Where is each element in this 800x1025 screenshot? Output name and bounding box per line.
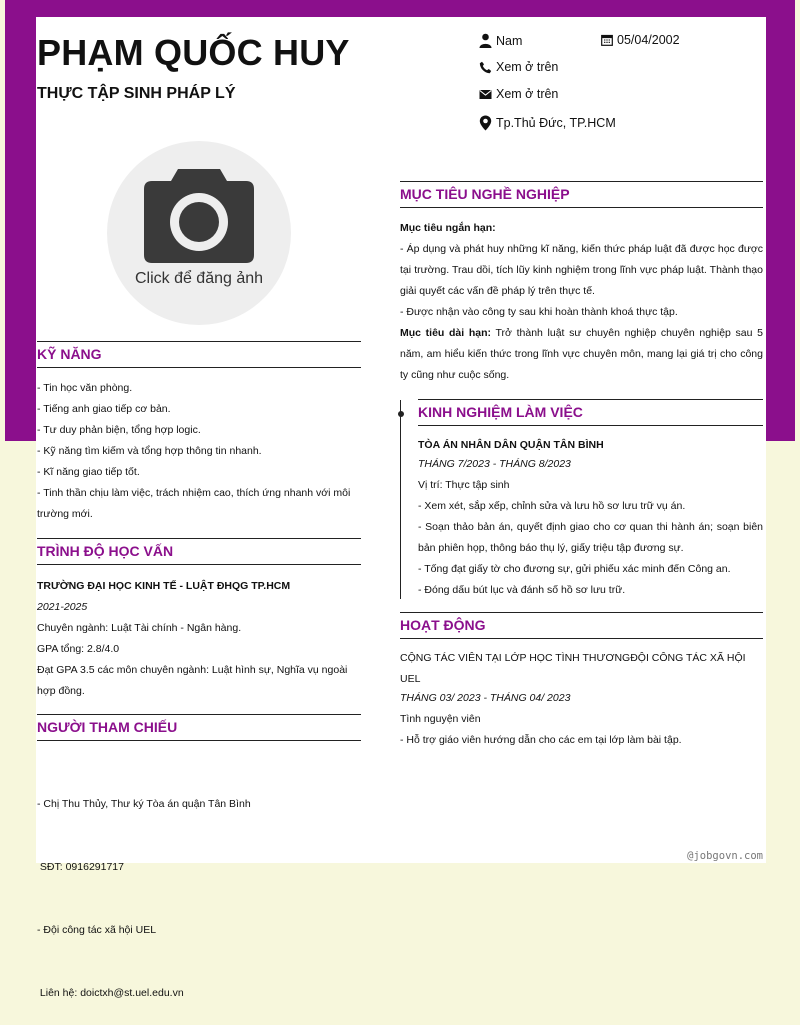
experience-timeline-dot [398,411,404,417]
objective-long-text: Trở thành luật sư chuyên nghiệp chuyên nghiệp sau 5 năm, am hiểu kiến thức trong lĩnh vực chuyên môn, mang lại giá trị cho công ty cũng như cuộc sống. [400,327,763,381]
gender-info [479,33,522,48]
address-value: Tp.Thủ Đức, TP.HCM [496,116,616,130]
experience-period: THÁNG 7/2023 - THÁNG 8/2023 [418,458,571,470]
skills-list [37,378,361,525]
list-item: - Hỗ trợ giáo viên hướng dẫn cho các em tại lớp làm bài tập. [400,734,682,746]
list-item: - Chị Thu Thủy, Thư ký Tòa án quận Tân Bình [37,798,251,810]
calendar-icon [601,34,613,46]
user-icon [479,33,492,48]
list-item: - Tư duy phản biện, tổng hợp logic. [37,424,201,436]
candidate-role: THỰC TẬP SINH PHÁP LÝ [37,85,236,102]
objective-title: MỤC TIÊU NGHỀ NGHIỆP [400,181,763,208]
phone-value: Xem ở trên [496,60,559,74]
watermark: @jobgovn.com [687,850,763,862]
phone-info [479,60,558,74]
list-item: - Tống đạt giấy tờ cho đương sự, gửi phiếu xác minh đến Công an. [418,563,731,575]
list-item: - Soạn thảo bản án, quyết định giao cho cơ quan thi hành án; soạn biên bản phiên họp, thông báo thụ lý, giấy triệu tập đương sự. [418,521,763,554]
references-title: NGƯỜI THAM CHIẾU [37,714,361,741]
profile-photo-upload[interactable] [107,141,291,325]
birthday-info [601,33,680,47]
list-item: - Đội công tác xã hội UEL [37,924,157,936]
objective-short-label: Mục tiêu ngắn hạn: [400,222,496,234]
email-info [479,87,558,101]
list-item: - Được nhận vào công ty sau khi hoàn thành khoá thực tập. [400,306,678,318]
camera-icon [144,167,254,268]
experience-position: Vị trí: Thực tập sinh [418,479,510,491]
activities-title: HOẠT ĐỘNG [400,612,763,639]
email-icon [479,89,492,100]
list-item: Liên hệ: doictxh@st.uel.edu.vn [37,987,184,999]
list-item: GPA tổng: 2.8/4.0 [37,643,120,655]
objective-long [400,323,763,386]
address-info [479,115,616,131]
list-item: - Kĩ năng giao tiếp tốt. [37,466,140,478]
list-item: Đạt GPA 3.5 các môn chuyên ngành: Luật hình sự, Nghĩa vụ ngoài hợp đồng. [37,664,348,697]
experience-content [418,435,763,601]
list-item: - Đóng dấu bút lục và đánh số hồ sơ lưu trữ. [418,584,626,596]
school-name: TRƯỜNG ĐẠI HỌC KINH TẾ - LUẬT ĐHQG TP.HCM [37,580,291,592]
skills-title: KỸ NĂNG [37,341,361,368]
objective-long-label: Mục tiêu dài hạn: [400,327,492,339]
gender-value: Nam [496,33,523,48]
activity-org: CỘNG TÁC VIÊN TẠI LỚP HỌC TÌNH THƯƠNGĐỘI CÔNG TÁC XÃ HỘI UEL [400,652,746,685]
location-icon [479,115,492,131]
list-item: SĐT: 0916291717 [37,861,124,873]
list-item: - Áp dụng và phát huy những kĩ năng, kiến thức pháp luật đã được học được tại trường. Trau dồi, tích lũy kinh nghiệm trong lĩnh vực pháp luật. Thành thạo giải quyết các vấn đề pháp lý trên thực tế. [400,243,763,297]
company-name: TÒA ÁN NHÂN DÂN QUẬN TÂN BÌNH [418,439,604,451]
list-item: - Xem xét, sắp xếp, chỉnh sửa và lưu hồ sơ lưu trữ vụ án. [418,500,686,512]
list-item: Chuyên ngành: Luật Tài chính - Ngân hàng. [37,622,242,634]
education-title: TRÌNH ĐỘ HỌC VẤN [37,538,361,565]
candidate-name: PHẠM QUỐC HUY [37,32,350,73]
list-item: - Tinh thần chịu làm việc, trách nhiệm cao, thích ứng nhanh với môi trường mới. [37,487,351,520]
activity-period: THÁNG 03/ 2023 - THÁNG 04/ 2023 [400,692,571,704]
list-item: - Tiếng anh giao tiếp cơ bản. [37,403,171,415]
photo-caption: Click để đăng ảnh [134,270,264,287]
list-item: - Tin học văn phòng. [37,382,133,394]
education-years: 2021-2025 [37,601,88,613]
activities-content [400,648,763,751]
objective-content [400,218,763,386]
experience-title: KINH NGHIỆM LÀM VIỆC [418,399,763,426]
education-content [37,576,361,702]
phone-icon [479,61,492,74]
birthday-value: 05/04/2002 [617,33,680,47]
list-item: - Kỹ năng tìm kiếm và tổng hợp thông tin nhanh. [37,445,262,457]
email-value: Xem ở trên [496,87,559,101]
experience-timeline-line [400,400,401,599]
activity-role: Tình nguyện viên [400,713,481,725]
